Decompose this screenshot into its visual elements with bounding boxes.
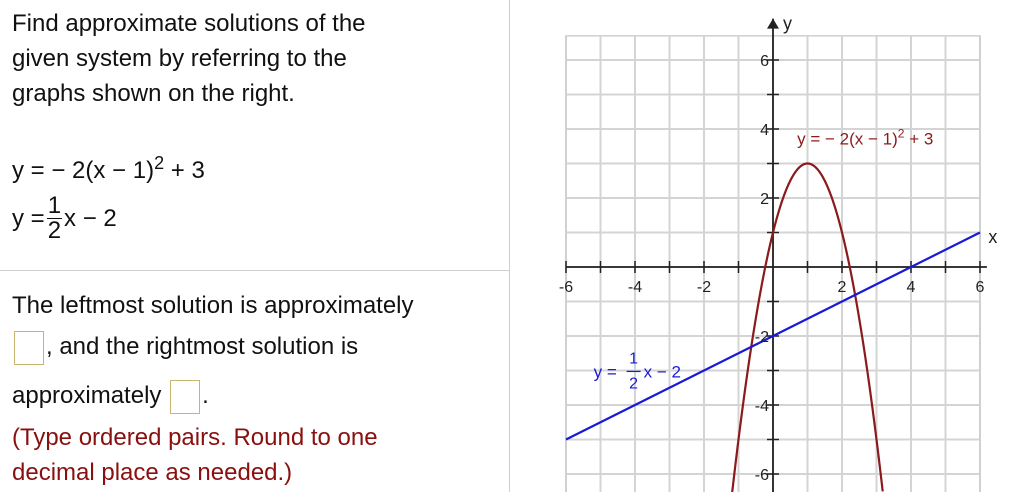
fraction: $\frac{1}{2}$ xyxy=(47,191,62,244)
x-tick-label: 2 xyxy=(837,279,847,296)
line-label-den: 2 xyxy=(629,375,639,393)
equation-2: y = $\frac{1}{2}$ x − 2 xyxy=(12,191,117,244)
graph-labels xyxy=(559,14,997,485)
line-label-tail: x − 2 xyxy=(643,362,681,382)
x-tick-label: 4 xyxy=(906,279,916,296)
y-tick-label: 4 xyxy=(760,122,769,139)
parabola-label: y = − $2(x - 1)^2 + 3$ xyxy=(797,126,934,149)
y-tick-label: 2 xyxy=(760,191,769,208)
y-tick-label: -2 xyxy=(754,329,769,346)
y-tick-label: -4 xyxy=(754,398,769,415)
prompt-line: given system by referring to the xyxy=(12,45,347,72)
x-axis-label: x xyxy=(988,227,998,247)
answer-line-1: The leftmost solution is approximately xyxy=(12,292,414,319)
graph-axes xyxy=(566,19,987,492)
prompt-line: graphs shown on the right. xyxy=(12,80,295,107)
line-label-lhs: y = xyxy=(593,362,617,382)
answer-line-2: , and the rightmost solution is xyxy=(12,329,358,365)
prompt-line: Find approximate solutions of the xyxy=(12,10,366,37)
x-tick-label: -2 xyxy=(696,279,712,296)
y-tick-label: 6 xyxy=(760,53,769,70)
equation-1: y = − $2(x - 1)^2 + 3$ xyxy=(12,153,205,184)
y-tick-label: -6 xyxy=(754,467,769,484)
y-axis-arrow xyxy=(767,19,779,29)
line-label-num: 1 xyxy=(629,350,639,368)
y-axis-label: y xyxy=(783,13,792,34)
instruction-hint: (Type ordered pairs. Round to one decimal place as needed.) xyxy=(12,424,378,486)
x-tick-label: -6 xyxy=(558,279,574,296)
x-tick-label: -4 xyxy=(627,279,643,296)
answer-line-3: approximately . xyxy=(12,378,209,414)
x-tick-label: 6 xyxy=(975,279,985,296)
